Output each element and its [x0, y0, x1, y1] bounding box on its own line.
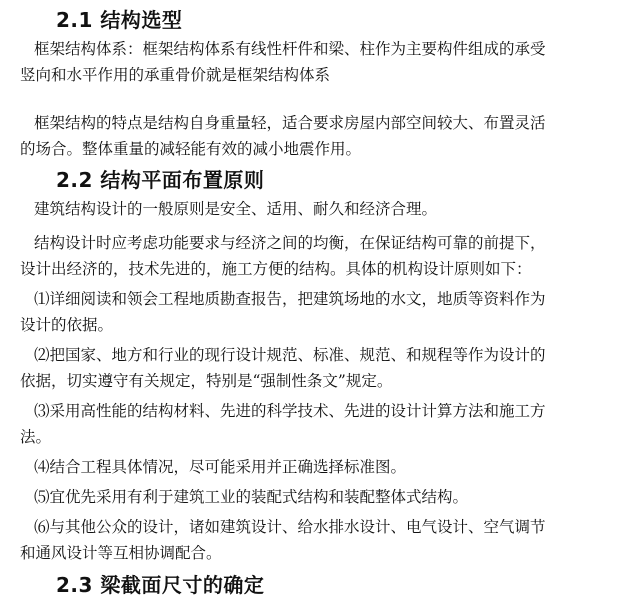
paragraph-frame-system: [20, 36, 546, 88]
paragraph-principle-1: [20, 286, 546, 338]
paragraph-line: 框架结构体系：框架结构体系有线性杆件和梁、柱作为主要构件组成的承受: [34, 40, 546, 58]
paragraph-principle-4: [20, 454, 406, 480]
paragraph-design-balance: [20, 230, 546, 282]
paragraph-line: 设计出经济的，技术先进的，施工方便的结构。具体的机构设计原则如下：: [20, 260, 532, 278]
paragraph-line: ⑷结合工程具体情况，尽可能采用并正确选择标准图。: [34, 458, 407, 476]
section-heading-2-1: 2.1 结构选型: [56, 8, 183, 32]
section-heading-2-2: 2.2 结构平面布置原则: [56, 168, 265, 192]
paragraph-line: ⑶采用高性能的结构材料、先进的科学技术、先进的设计计算方法和施工方: [34, 402, 546, 420]
paragraph-general-principle: [20, 196, 437, 222]
paragraph-line: 结构设计时应考虑功能要求与经济之间的均衡，在保证结构可靠的前提下，: [34, 234, 546, 252]
paragraph-line: 建筑结构设计的一般原则是安全、适用、耐久和经济合理。: [34, 200, 438, 218]
paragraph-principle-6: [20, 514, 546, 566]
paragraph-line: ⑸宜优先采用有利于建筑工业的装配式结构和装配整体式结构。: [34, 488, 469, 506]
paragraph-line: ⑴详细阅读和领会工程地质勘查报告，把建筑场地的水文，地质等资料作为: [34, 290, 546, 308]
paragraph-line: 依据，切实遵守有关规定，特别是“强制性条文”规定。: [20, 372, 393, 390]
paragraph-line: 竖向和水平作用的承重骨价就是框架结构体系: [20, 66, 331, 84]
paragraph-principle-2: [20, 342, 546, 394]
section-heading-2-3: 2.3 梁截面尺寸的确定: [56, 573, 265, 597]
paragraph-line: ⑵把国家、地方和行业的现行设计规范、标准、规范、和规程等作为设计的: [34, 346, 546, 364]
paragraph-line: 法。: [20, 428, 52, 446]
paragraph-frame-features: [20, 110, 546, 162]
paragraph-principle-3: [20, 398, 546, 450]
paragraph-principle-5: [20, 484, 468, 510]
paragraph-line: 框架结构的特点是结构自身重量轻，适合要求房屋内部空间较大、布置灵活: [34, 114, 546, 132]
paragraph-line: 设计的依据。: [20, 316, 114, 334]
paragraph-line: 和通风设计等互相协调配合。: [20, 544, 222, 562]
paragraph-line: 的场合。整体重量的减轻能有效的减小地震作用。: [20, 140, 362, 158]
paragraph-line: ⑹与其他公众的设计，诸如建筑设计、给水排水设计、电气设计、空气调节: [34, 518, 546, 536]
